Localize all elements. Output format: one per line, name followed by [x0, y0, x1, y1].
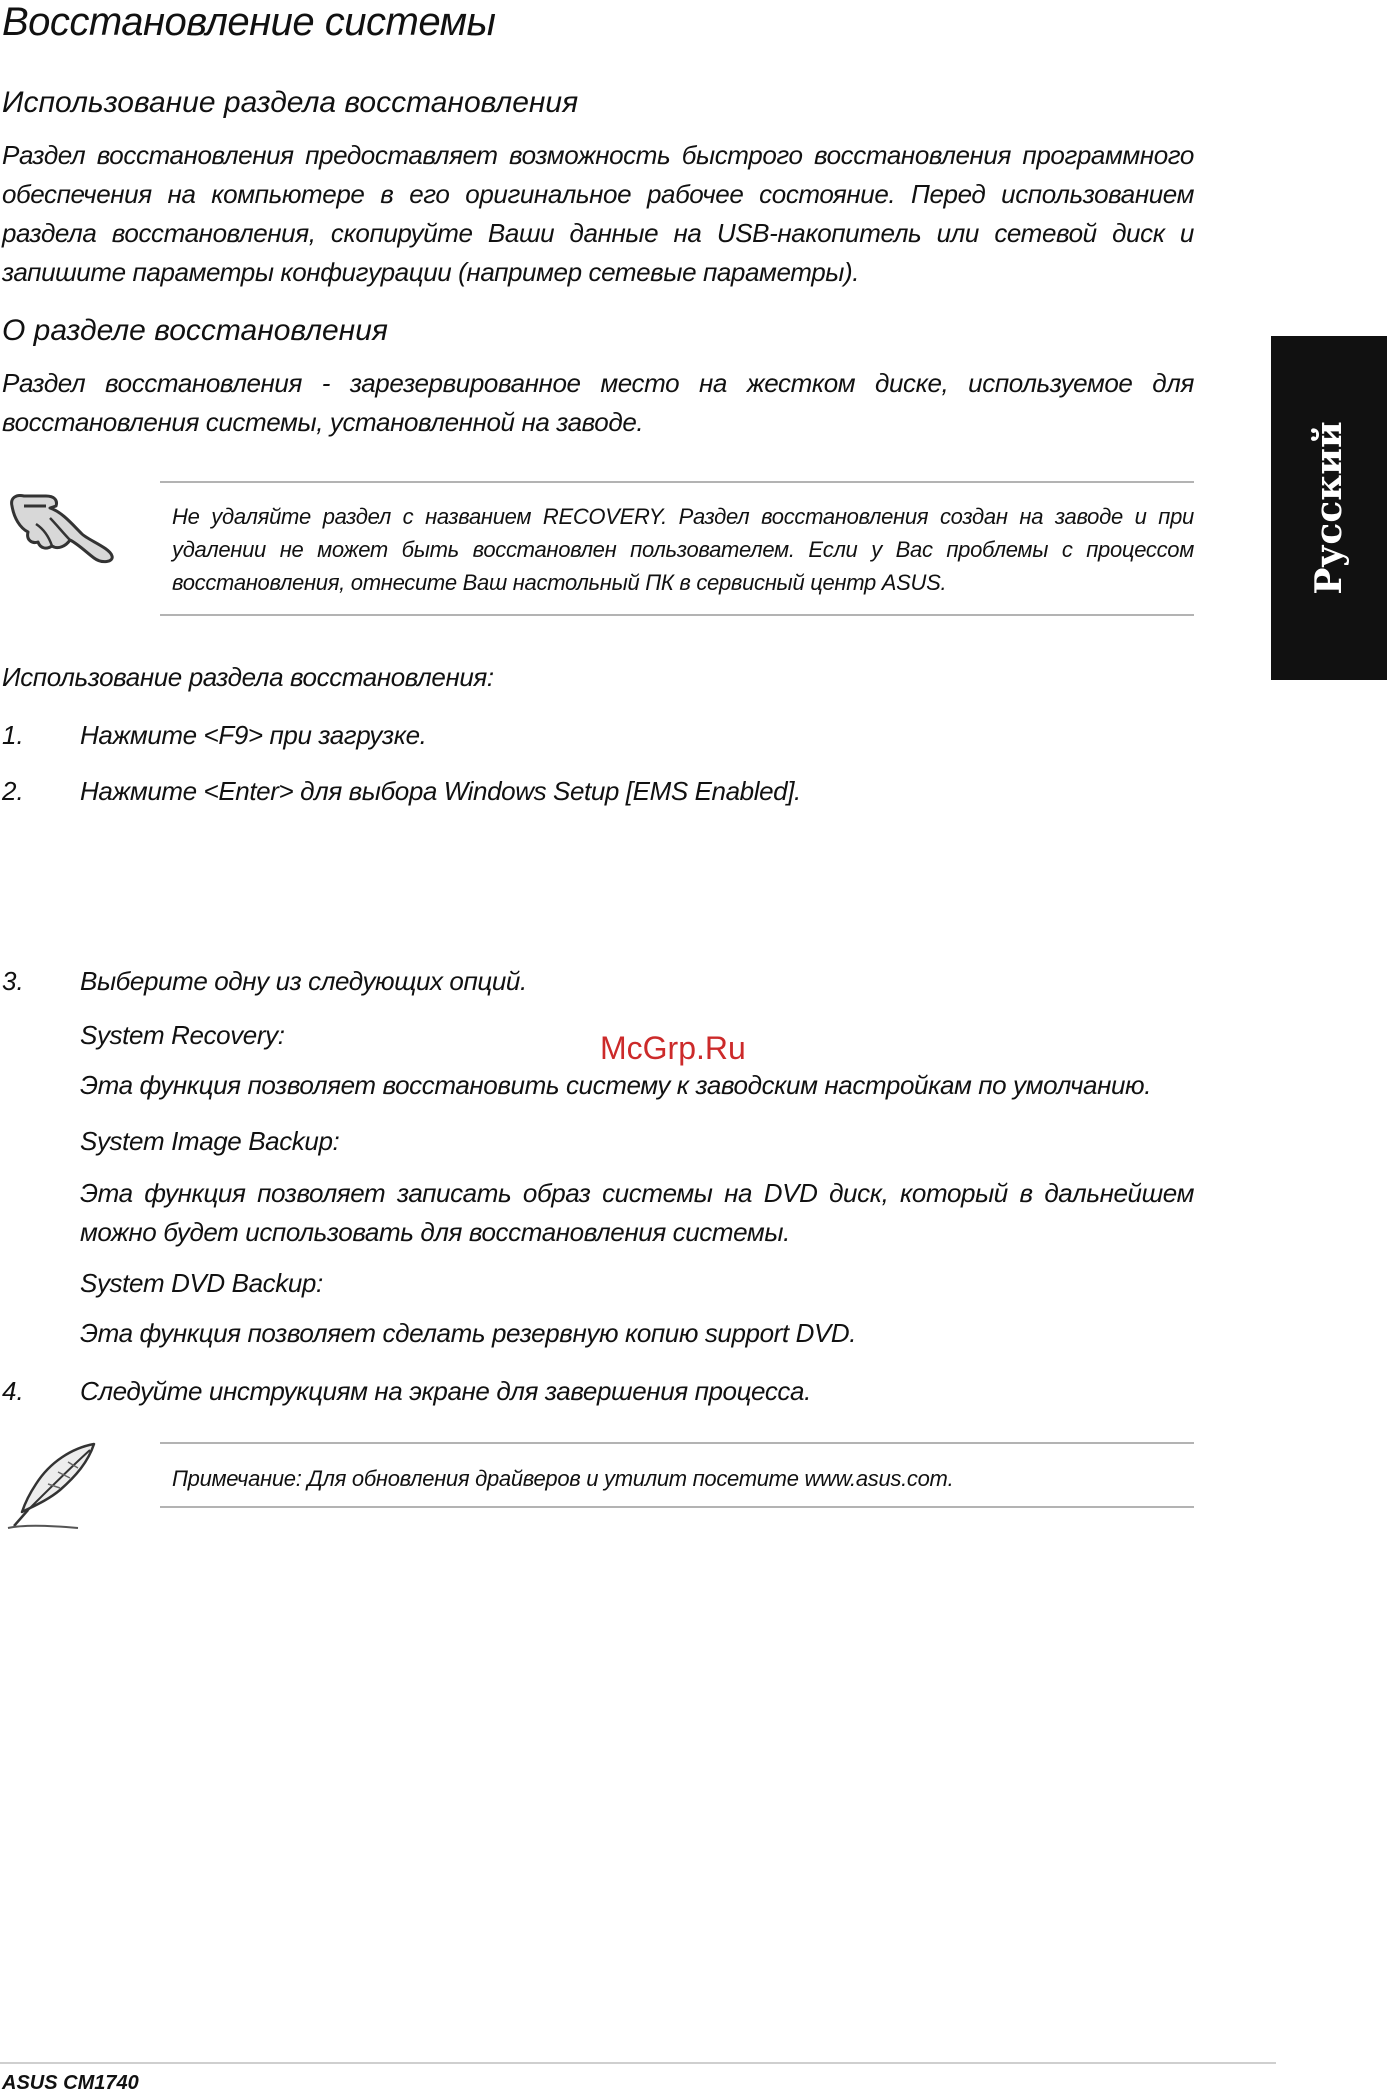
language-tab [1271, 336, 1387, 680]
note-bottom-divider [160, 1506, 1194, 1508]
step-number: 4. [2, 1376, 24, 1406]
option-description: Эта функция позволяет записать образ системы на DVD диск, который в дальнейшем можно будет использовать для восстановления системы. [80, 1178, 1194, 1247]
section-heading-about-recovery: О разделе восстановления [2, 314, 388, 347]
step-number: 1. [2, 720, 24, 750]
footer-model: ASUS CM1740 [2, 2072, 139, 2094]
note-bottom-divider [160, 614, 1194, 616]
option-title: System DVD Backup: [80, 1268, 323, 1298]
step-number: 3. [2, 966, 24, 996]
option-title: System Image Backup: [80, 1126, 340, 1156]
option-title: System Recovery: [80, 1020, 285, 1050]
usage-heading: Использование раздела восстановления: [2, 662, 494, 692]
watermark: McGrp.Ru [600, 1030, 746, 1066]
section-paragraph-about-recovery: Раздел восстановления - зарезервированное место на жестком диске, используемое для восстановления системы, установленной на заводе. [2, 368, 1194, 437]
step-text: Нажмите <F9> при загрузке. [80, 720, 427, 750]
hand-icon [6, 484, 114, 564]
section-paragraph-using-recovery: Раздел восстановления предоставляет возможность быстрого восстановления программного обеспечения на компьютере в его оригинальное рабочее состояние. Перед использованием раздела восстановления, скопируйте Ваши данные на USB-накопитель или сетевой диск и запишите параметры конфигурации (например сетевые параметры). [2, 140, 1194, 287]
option-description: Эта функция позволяет восстановить систему к заводским настройкам по умолчанию. [80, 1070, 1152, 1100]
language-tab-label: Русский [1308, 421, 1350, 595]
warning-note-text: Не удаляйте раздел с названием RECOVERY. Раздел восстановления создан на заводе и при удалении не может быть восстановлен пользователем. Если у Вас проблемы с процессом восстановления, отнесите Ваш настольный ПК в сервисный центр ASUS. [172, 504, 1194, 595]
info-note-text: Примечание: Для обновления драйверов и утилит посетите www.asus.com. [172, 1466, 954, 1491]
page-title: Восстановление системы [2, 0, 496, 44]
step-text: Выберите одну из следующих опций. [80, 966, 527, 996]
step-number: 2. [2, 776, 24, 806]
section-heading-using-recovery: Использование раздела восстановления [2, 86, 579, 119]
step-text: Нажмите <Enter> для выбора Windows Setup [EMS Enabled]. [80, 776, 801, 806]
note-top-divider [160, 481, 1194, 483]
option-description: Эта функция позволяет сделать резервную копию support DVD. [80, 1318, 857, 1348]
step-text: Следуйте инструкциям на экране для завершения процесса. [80, 1376, 811, 1406]
feather-pen-icon [6, 1440, 98, 1532]
footer-divider [0, 2062, 1276, 2064]
note-top-divider [160, 1442, 1194, 1444]
